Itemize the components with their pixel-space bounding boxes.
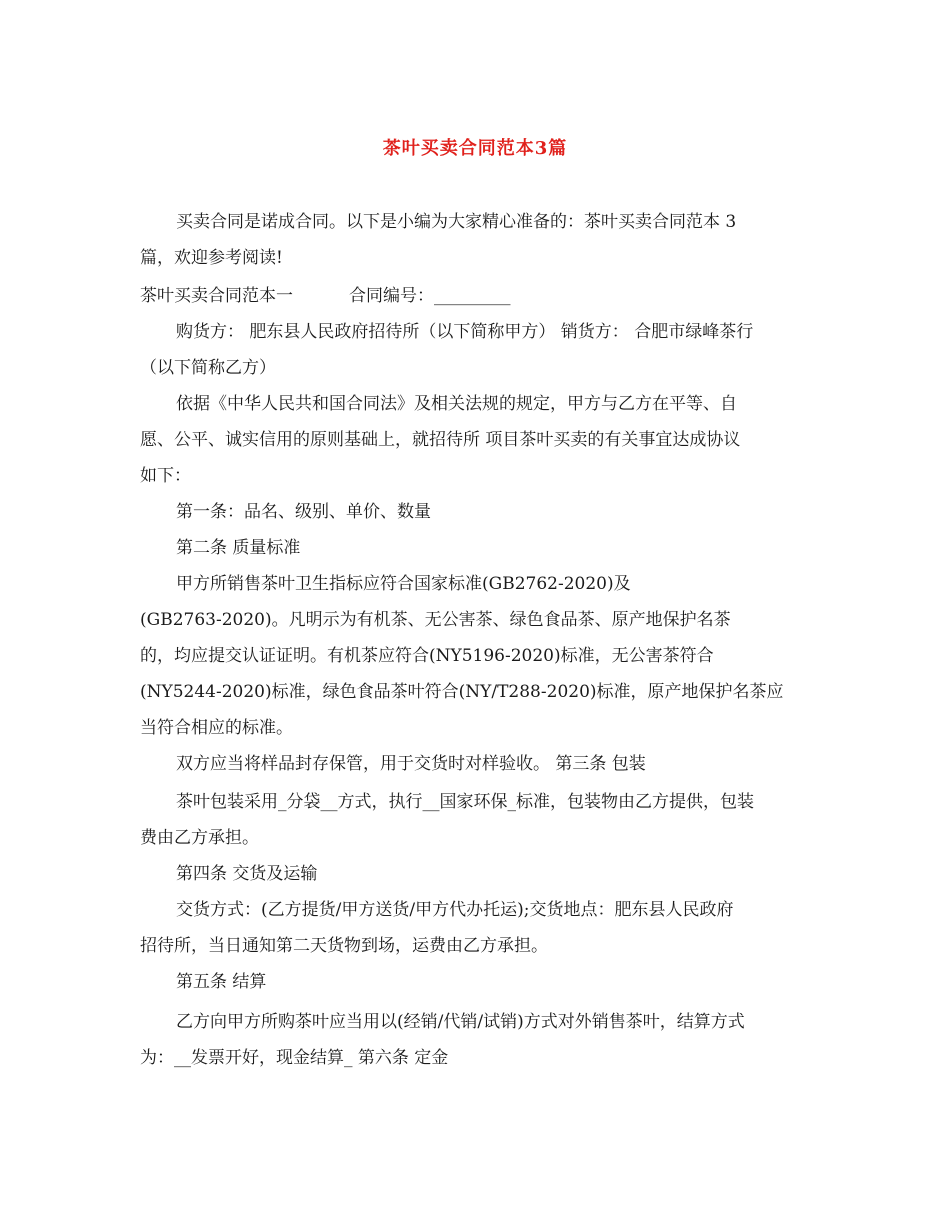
paragraph-line: 如下： <box>140 466 191 486</box>
paragraph-line: 篇，欢迎参考阅读! <box>140 248 283 268</box>
paragraph-line: (GB2763-2020)。凡明示为有机茶、无公害茶、绿色食品茶、原产地保护名茶 <box>140 610 731 630</box>
paragraph-line: 甲方所销售茶叶卫生指标应符合国家标准(GB2762-2020)及 <box>176 574 631 594</box>
contract-name: 茶叶买卖合同范本一 <box>140 286 293 306</box>
paragraph-line: 的，均应提交认证证明。有机茶应符合(NY5196-2020)标准，无公害茶符合 <box>140 646 714 666</box>
paragraph-line: （以下简称乙方） <box>140 358 276 378</box>
article-heading: 第二条 质量标准 <box>176 538 301 558</box>
contract-heading-line <box>140 284 511 308</box>
contract-number: 合同编号：_________ <box>349 286 511 306</box>
paragraph-line: 双方应当将样品封存保管，用于交货时对样验收。 第三条 包装 <box>176 754 646 774</box>
paragraph-line: 招待所，当日通知第二天货物到场，运费由乙方承担。 <box>140 936 548 956</box>
article-heading: 第四条 交货及运输 <box>176 864 318 884</box>
paragraph-line: (NY5244-2020)标准，绿色食品茶叶符合(NY/T288-2020)标准，原产地保护名茶应 <box>140 682 784 702</box>
paragraph-line: 愿、公平、诚实信用的原则基础上，就招待所 项目茶叶买卖的有关事宜达成协议 <box>140 430 741 450</box>
paragraph-line: 为：__发票开好，现金结算_ 第六条 定金 <box>140 1048 449 1068</box>
paragraph-line: 当符合相应的标准。 <box>140 718 293 738</box>
paragraph-line: 茶叶包装采用_分袋__方式，执行__国家环保_标准，包装物由乙方提供，包装 <box>176 792 754 812</box>
document-title: 茶叶买卖合同范本3篇 <box>382 138 568 159</box>
paragraph-line: 购货方： 肥东县人民政府招待所（以下简称甲方） 销货方： 合肥市绿峰茶行 <box>176 322 754 342</box>
paragraph-line: 依据《中华人民共和国合同法》及相关法规的规定，甲方与乙方在平等、自 <box>176 394 737 414</box>
paragraph-line: 费由乙方承担。 <box>140 828 259 848</box>
paragraph-line: 交货方式：(乙方提货/甲方送货/甲方代办托运);交货地点：肥东县人民政府 <box>176 900 734 920</box>
paragraph-line: 买卖合同是诺成合同。以下是小编为大家精心准备的：茶叶买卖合同范本 3 <box>176 212 737 232</box>
article-heading: 第一条：品名、级别、单价、数量 <box>176 502 431 522</box>
article-heading: 第五条 结算 <box>176 972 267 992</box>
paragraph-line: 乙方向甲方所购茶叶应当用以(经销/代销/试销)方式对外销售茶叶，结算方式 <box>176 1012 745 1032</box>
